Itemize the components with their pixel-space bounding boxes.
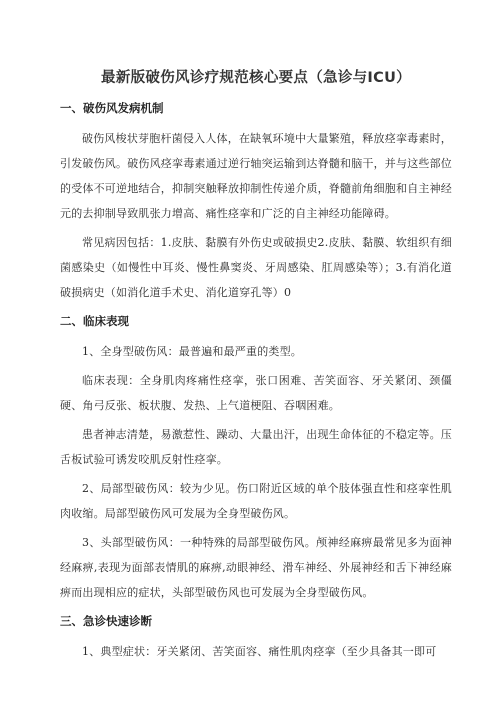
section-heading-clinical-manifestations: 二、临床表现 [60, 314, 129, 328]
document-title: 最新版破伤风诊疗规范核心要点（急诊与ICU） [101, 70, 411, 86]
paragraph-pathogenesis: 破伤风梭状芽胞杆菌侵入人体，在缺氧环境中大量繁殖，释放痉挛毒素时，引发破伤风。破伤风痉挛毒素通过逆行轴突运输到达脊髓和脑干，并与这些部位的受体不可逆地结合，抑制突触释放抑制性传递介质，脊髓前角细胞和自主神经元的去抑制导致肌张力增高、痛性痉挛和广泛的自主神经功能障碍。 [60, 132, 452, 220]
section-heading-rapid-diagnosis: 三、急诊快速诊断 [60, 614, 152, 628]
paragraph-cephalic-type: 3、头部型破伤风：一种特殊的局部型破伤风。颅神经麻痹最常见多为面神经麻痹,表现为面部表情肌的麻痹,动眼神经、滑车神经、外展神经和舌下神经麻痹而出现相应的症状，头部型破伤风也可发展为全身型破伤风。 [60, 536, 452, 599]
paragraph-generalized-type: 1、全身型破伤风：最普遍和最严重的类型。 [82, 345, 302, 358]
section-heading-pathogenesis: 一、破伤风发病机制 [60, 101, 164, 115]
paragraph-clinical-signs: 临床表现：全身肌肉疼痛性痉挛，张口困难、苦笑面容、牙关紧闭、颈僵硬、角弓反张、板状腹、发热、上气道梗阻、吞咽困难。 [60, 374, 452, 412]
paragraph-localized-type: 2、局部型破伤风：较为少见。伤口附近区域的单个肢体强直性和痉挛性肌肉收缩。局部型破伤风可发展为全身型破伤风。 [60, 482, 452, 520]
paragraph-consciousness: 患者神志清楚，易激惹性、躁动、大量出汗，出现生命体征的不稳定等。压舌板试验可诱发咬肌反射性痉挛。 [60, 428, 452, 466]
paragraph-typical-symptoms: 1、典型症状：牙关紧闭、苦笑面容、痛性肌肉痉挛（至少具备其一即可 [82, 645, 437, 658]
paragraph-common-causes: 常见病因包括：1.皮肤、黏膜有外伤史或破损史2.皮肤、黏膜、软组织有细菌感染史（如慢性中耳炎、慢性鼻窦炎、牙周感染、肛周感染等）；3.有消化道破损病史（如消化道手术史、消化道穿孔等）0 [60, 236, 452, 299]
